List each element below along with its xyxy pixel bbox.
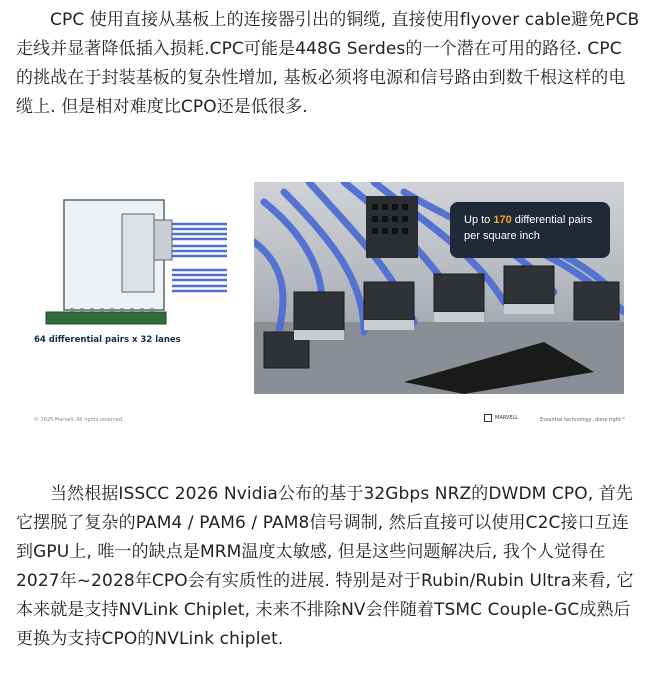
paragraph-2: 当然根据ISSCC 2026 Nvidia公布的基于32Gbps NRZ的DWDM CPO, 首先它摆脱了复杂的PAM4 / PAM6 / PAM8信号调制, 然后直接可以使用C2C接口互连到GPU上, 唯一的缺点是MRM温度太敏感, 但是这些问题解决后, 我个人觉得在2027年~2028年CPO会有实质性的进展. 特别是对于Rubin/Rubin Ultra来看, 它本来就是支持NVLink Chiplet, 未来不排除NV会伴随着TSMC Couple-GC成熟后更换为支持CPO的NVLink chiplet. [16, 484, 634, 649]
solder-balls [70, 308, 154, 312]
diagram-caption: 64 differential pairs x 32 lanes [34, 335, 181, 345]
logo-text: MARVELL [495, 415, 519, 421]
substrate-pcb [46, 312, 166, 324]
connector-photo [254, 182, 624, 394]
callout-suffix: differential pairs per square inch [464, 214, 593, 242]
cable-group-bottom [172, 270, 227, 291]
logo-mark-icon [484, 414, 492, 422]
paragraph-1: CPC 使用直接从基板上的连接器引出的铜缆, 直接使用flyover cable避免PCB走线并显著降低插入损耗.CPC可能是448G Serdes的一个潜在可用的路径. CPC 的挑战在于封装基板的复杂性增加, 基板必须将电源和信号路由到数千根这样的电缆上. 但是相对难度比CPO还是低很多. [16, 10, 640, 117]
cable-group-top [172, 224, 227, 256]
callout-prefix: Up to [464, 214, 494, 226]
callout-text [464, 212, 604, 244]
callout-number: 170 [493, 214, 512, 226]
marvell-logo [484, 414, 518, 422]
heatsink-lid [122, 214, 154, 292]
cross-section-diagram [32, 166, 232, 336]
copyright-text: © 2025 Marvell. All rights reserved. [34, 417, 124, 423]
density-callout [450, 202, 610, 258]
connector-block [154, 220, 172, 260]
tagline-text: Essential technology, done right™ [540, 417, 626, 423]
slide-figure [22, 166, 632, 440]
